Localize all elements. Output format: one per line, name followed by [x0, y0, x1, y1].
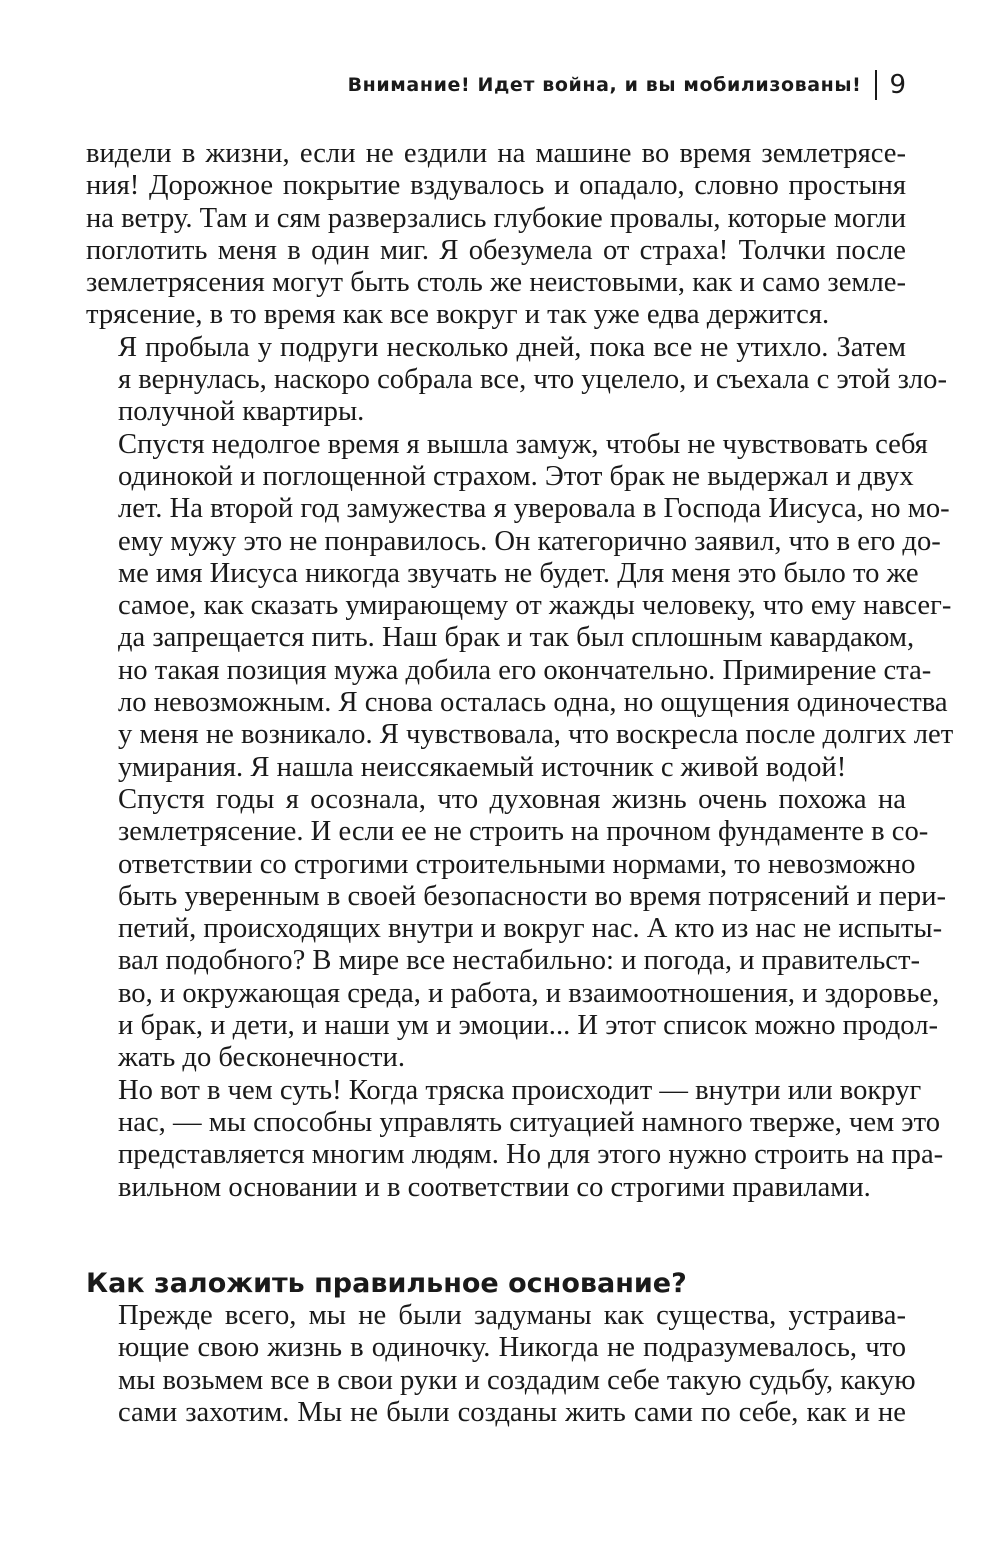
text-line: видели в жизни, если не ездили на машине во время землетрясе- [86, 138, 906, 169]
text-line: вал подобного? В мире все нестабильно: и погода, и правительст- [118, 945, 920, 977]
paragraph [86, 1074, 944, 1204]
text-line: получной квартиры. [118, 396, 365, 428]
text-line: сами захотим. Мы не были созданы жить сами по себе, как и не [118, 1396, 906, 1428]
text-line: Спустя годы я осознала, что духовная жизнь очень похожа на [118, 783, 906, 815]
text-line: во, и окружающая среда, и работа, и взаимоотношения, и здоровье, [118, 977, 940, 1009]
page-number: 9 [889, 70, 906, 100]
text-line: Я пробыла у подруги несколько дней, пока все не утихло. Затем [118, 331, 906, 363]
text-line: землетрясения могут быть столь же неистовыми, как и само земле- [86, 267, 906, 299]
text-line: землетрясение. И если ее не строить на прочном фундаменте в со- [118, 816, 929, 848]
text-line: мы возьмем все в свои руки и создадим себе такую судьбу, какую [118, 1364, 916, 1396]
text-line: ния! Дорожное покрытие вздувалось и опадало, словно простыня [86, 170, 906, 202]
body-text [86, 138, 954, 1204]
paragraph [86, 331, 947, 429]
section-heading: Как заложить правильное основание? [86, 1268, 687, 1300]
text-line: ответствии со строгими строительными нормами, то невозможно [118, 848, 916, 880]
text-line: лет. На второй год замужества я уверовала в Господа Иисуса, но мо- [118, 493, 950, 525]
text-line: ло невозможным. Я снова осталась одна, но ощущения одиночества [118, 687, 948, 719]
running-header [348, 70, 906, 100]
header-title: Внимание! Идет война, и вы мобилизованы! [347, 74, 862, 96]
text-line: нас, — мы способны управлять ситуацией намного тверже, чем это [118, 1106, 941, 1138]
text-line: одинокой и поглощенной страхом. Этот брак не выдержал и двух [118, 460, 914, 492]
text-line: Но вот в чем суть! Когда тряска происходит — внутри или вокруг [118, 1074, 922, 1106]
text-line: ме имя Иисуса никогда звучать не будет. Для меня это было то же [118, 557, 919, 589]
text-line: самое, как сказать умирающему от жажды человеку, что ему навсег- [118, 590, 952, 622]
text-line: на ветру. Там и сям разверзались глубокие провалы, которые могли [86, 202, 906, 234]
text-line: умирания. Я нашла неиссякаемый источник с живой водой! [118, 751, 847, 783]
text-line: ему мужу это не понравилось. Он категорично заявил, что в его до- [118, 525, 941, 557]
paragraph [86, 1300, 916, 1429]
text-line: да запрещается пить. Наш брак и так был сплошным кавардаком, [118, 622, 915, 654]
text-line: и брак, и дети, и наши ум и эмоции... И этот список можно продол- [118, 1010, 938, 1042]
text-line: Прежде всего, мы не были задуманы как существа, устраива- [118, 1300, 906, 1331]
text-line: петий, происходящих внутри и вокруг нас. А кто из нас не испыты- [118, 913, 943, 945]
text-line: у меня не возникало. Я чувствовала, что воскресла после долгих лет [118, 719, 954, 751]
text-line: я вернулась, наскоро собрала все, что уцелело, и съехала с этой зло- [118, 364, 947, 396]
text-line: жать до бесконечности. [118, 1042, 405, 1074]
text-line: ющие свою жизнь в одиночку. Никогда не подразумевалось, что [118, 1332, 906, 1364]
text-line: поглотить меня в один миг. Я обезумела от страха! Толчки после [86, 234, 906, 266]
paragraph [86, 428, 954, 784]
paragraph [86, 783, 947, 1075]
text-line: трясение, в то время как все вокруг и так уже едва держится. [86, 299, 830, 331]
text-line: представляется многим людям. Но для этого нужно строить на пра- [118, 1139, 944, 1171]
text-line: вильном основании и в соответствии со строгими правилами. [118, 1171, 871, 1203]
header-separator [875, 70, 877, 100]
paragraph [86, 138, 906, 332]
text-line: Спустя недолгое время я вышла замуж, чтобы не чувствовать себя [118, 428, 928, 460]
section-body-text [86, 1300, 916, 1429]
text-line: быть уверенным в своей безопасности во время потрясений и пери- [118, 880, 947, 912]
text-line: но такая позиция мужа добила его окончательно. Примирение ста- [118, 654, 932, 686]
